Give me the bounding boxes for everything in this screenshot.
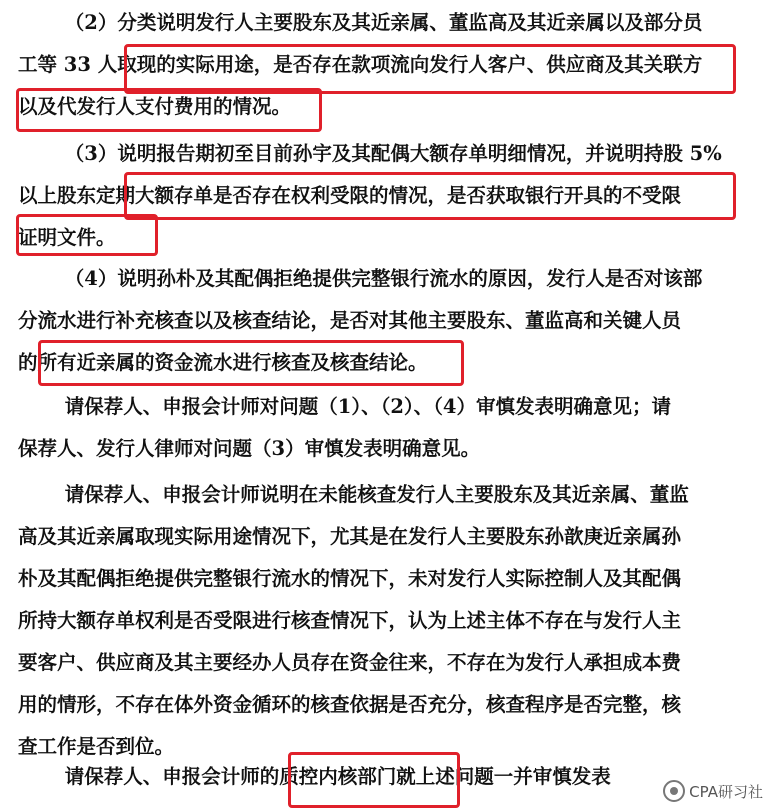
text-line: 要客户、供应商及其主要经办人员存在资金往来，不存在为发行人承担成本费	[18, 651, 682, 674]
text-line: 请保荐人、申报会计师说明在未能核查发行人主要股东及其近亲属、董监	[64, 483, 689, 506]
text-line: 工等 33 人取现的实际用途，是否存在款项流向发行人客户、供应商及其关联方	[18, 53, 703, 76]
text-line: （2）分类说明发行人主要股东及其近亲属、董监高及其近亲属以及部分员	[64, 11, 703, 34]
text-line: 的所有近亲属的资金流水进行核查及核查结论。	[18, 351, 428, 374]
text-line: 请保荐人、申报会计师的质控内核部门就上述问题一并审慎发表	[64, 765, 611, 788]
text-line: 以上股东定期大额存单是否存在权利受限的情况，是否获取银行开具的不受限	[18, 184, 682, 207]
text-line: 分流水进行补充核查以及核查结论，是否对其他主要股东、董监高和关键人员	[18, 309, 682, 332]
text-line: 请保荐人、申报会计师对问题（1）、（2）、（4）审慎发表明确意见；请	[64, 395, 672, 418]
text-line: 以及代发行人支付费用的情况。	[18, 95, 292, 118]
text-line: 查工作是否到位。	[18, 735, 175, 758]
text-line: 朴及其配偶拒绝提供完整银行流水的情况下，未对发行人实际控制人及其配偶	[18, 567, 682, 590]
text-line: 高及其近亲属取现实际用途情况下，尤其是在发行人主要股东孙歆庚近亲属孙	[18, 525, 682, 548]
paragraph-verification-request	[18, 474, 758, 768]
wechat-channel-icon	[663, 780, 685, 802]
paragraph-question-2	[18, 2, 758, 128]
paragraph-question-3	[18, 133, 758, 259]
paragraph-opinion-request	[18, 386, 758, 470]
watermark-text: CPA研习社	[689, 782, 763, 801]
paragraph-quality-control	[18, 756, 758, 798]
text-line: （3）说明报告期初至目前孙宇及其配偶大额存单明细情况，并说明持股 5%	[64, 142, 722, 165]
paragraph-question-4	[18, 258, 758, 384]
watermark	[657, 778, 769, 804]
text-line: （4）说明孙朴及其配偶拒绝提供完整银行流水的原因，发行人是否对该部	[64, 267, 703, 290]
text-line: 保荐人、发行人律师对问题（3）审慎发表明确意见。	[18, 437, 481, 460]
text-line: 证明文件。	[18, 226, 116, 249]
text-line: 所持大额存单权利是否受限进行核查情况下，认为上述主体不存在与发行人主	[18, 609, 682, 632]
text-line: 用的情形，不存在体外资金循环的核查依据是否充分，核查程序是否完整，核	[18, 693, 682, 716]
